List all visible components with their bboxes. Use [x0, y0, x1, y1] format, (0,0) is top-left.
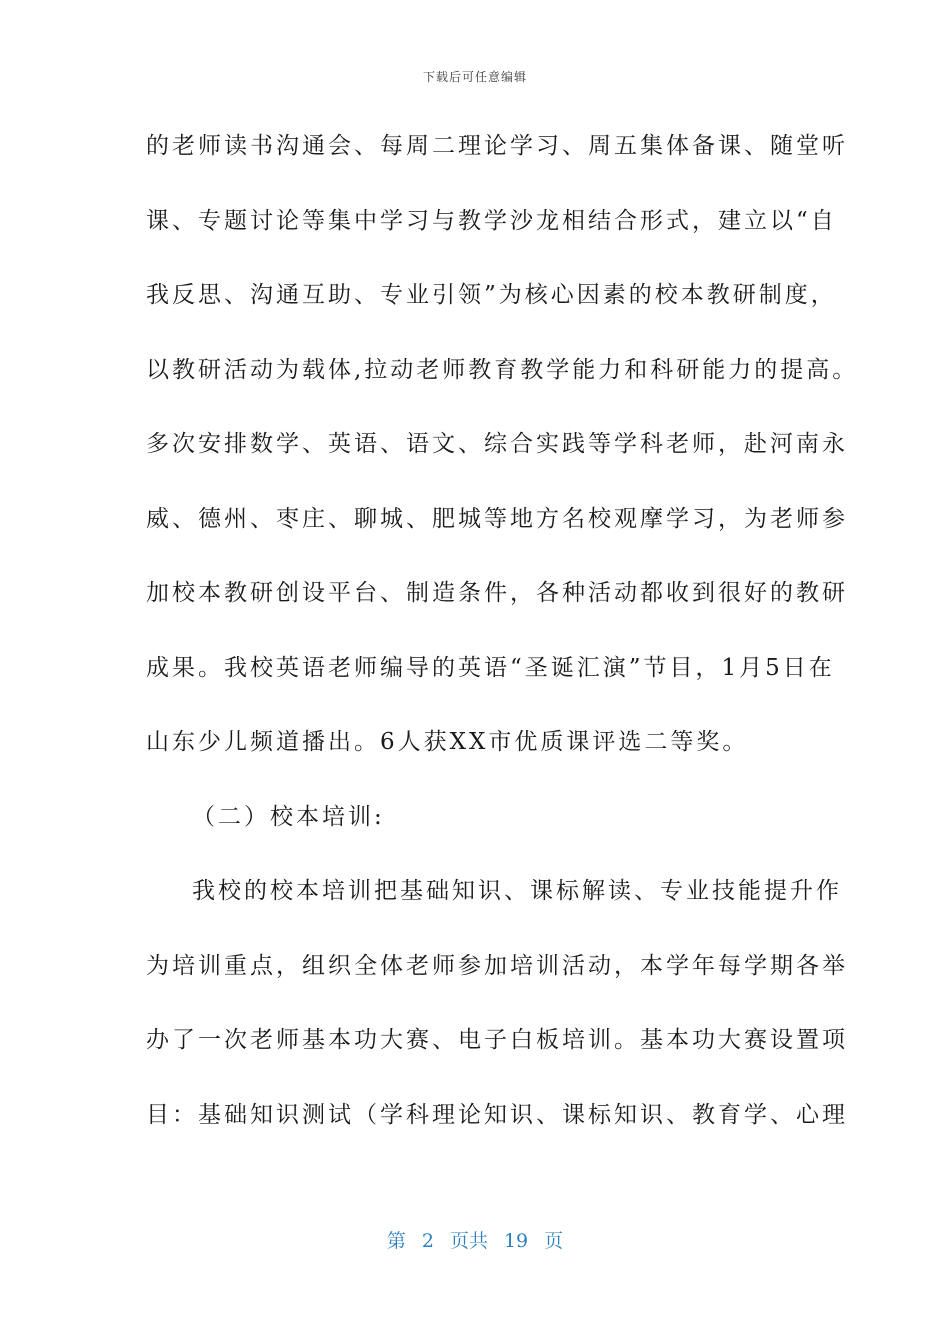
text-line: 成果。我校英语老师编导的英语“圣诞汇演”节目，1月5日在 — [146, 654, 835, 681]
text-line: 课、专题讨论等集中学习与教学沙龙相结合形式，建立以“自 — [146, 207, 837, 234]
total-pages-number: 19 — [503, 1230, 529, 1252]
text-line: 威、德州、枣庄、聊城、肥城等地方名校观摩学习，为老师参 — [146, 505, 848, 532]
text-line: 的老师读书沟通会、每周二理论学习、周五集体备课、随堂听 — [146, 133, 848, 159]
text-line: 为培训重点，组织全体老师参加培训活动，本学年每学期各举 — [146, 952, 848, 979]
document-body — [146, 120, 859, 1163]
page-footer — [0, 1226, 950, 1253]
footer-middle: 页共 — [449, 1230, 488, 1252]
text-line: 目：基础知识测试（学科理论知识、课标知识、教育学、心理 — [146, 1101, 848, 1128]
text-line: 多次安排数学、英语、语文、综合实践等学科老师，赴河南永 — [146, 431, 848, 457]
text-line: 我校的校本培训把基础知识、课标解读、专业技能提升作 — [192, 878, 842, 904]
text-line: 以教研活动为载体,拉动老师教育教学能力和科研能力的提高。 — [146, 356, 859, 383]
footer-prefix: 第 — [386, 1230, 406, 1252]
current-page-number: 2 — [421, 1230, 434, 1252]
footer-suffix: 页 — [544, 1230, 564, 1252]
text-line: 我反思、沟通互助、专业引领”为核心因素的校本教研制度， — [146, 282, 837, 308]
section-heading: （二）校本培训: — [192, 803, 385, 830]
text-line: 加校本教研创设平台、制造条件，各种活动都收到很好的教研 — [146, 580, 848, 606]
text-line: 办了一次老师基本功大赛、电子白板培训。基本功大赛设置项 — [146, 1027, 848, 1053]
header-note: 下载后可任意编辑 — [422, 70, 527, 84]
text-line: 山东少儿频道播出。6人获XX市优质课评选二等奖。 — [146, 729, 749, 755]
